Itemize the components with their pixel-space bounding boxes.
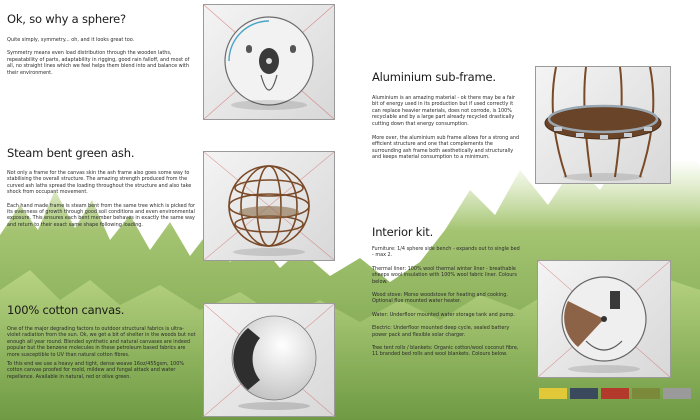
interior-item: Furniture: 1/4 sphere side bench - expands out to single bed - max 2.	[372, 246, 520, 259]
section-aluminium	[372, 70, 522, 161]
sphere-heading: Ok, so why a sphere?	[7, 12, 126, 26]
canvas-para-1: One of the major degrading factors to outdoor structural fabrics is ultra-violet radiation from the sun. Ok, we get a bit of shelter in the woods but not enough all year round. Blended synthetic and natural canvases are indeed popular but the benzene molecules in these petroleum based fabrics are more susceptible to UV than natural cotton fibres.	[7, 326, 196, 358]
section-sphere	[7, 12, 197, 76]
aluminium-para-2: More over, the aluminium sub frame allows for a strong and efficient structure and one that complements the surrounding ash frame both aesthetically and structurally and keeps material consumption to a minimum.	[372, 135, 520, 161]
photo-canvas-sphere	[203, 303, 335, 417]
interior-item: Thermal liner: 100% wool thermal winter liner - breathable sheeps wool insulation with 100% wool fabric liner. Colours below.	[372, 265, 517, 285]
swatch-navy	[570, 388, 598, 399]
canvas-sphere-illustration	[204, 304, 334, 416]
ash-para-1: Not only a frame for the canvas skin the ash frame also goes some way to stabilising the overall structure. The amazing strength produced from the curved ash laths spread the loading throughout the structure and also take shock from occupant movement.	[7, 170, 192, 196]
canvas-para-2: To this end we use a heavy and tight, dense weave 16oz/455gsm, 100% cotton canvas proofed for mold, mildew and fungal attack and water repellence. Available in natural, red or olive green.	[7, 361, 185, 380]
aluminium-heading: Aluminium sub-frame.	[372, 70, 496, 84]
photo-sphere-interior	[203, 4, 335, 120]
swatch-yellow	[539, 388, 567, 399]
interior-item: Electric: Underfloor mounted deep cycle, sealed battery power pack and flexible solar charger.	[372, 325, 510, 338]
interior-item: Wood stove: Morso woodstove for heating and cooking. Optional flue mounted water heater.	[372, 292, 508, 305]
section-canvas	[7, 303, 197, 380]
photo-ash-frame	[203, 151, 335, 261]
ash-frame-illustration	[204, 152, 334, 260]
sphere-para-2: Symmetry means even load distribution through the wooden laths, repeatability of parts, adaptability in rigging, good rain falloff, and most of all, no straight lines which we feel helps them blend into and balance with their environment.	[7, 50, 190, 76]
interior-heading: Interior kit.	[372, 225, 434, 239]
sphere-interior-illustration	[204, 5, 334, 119]
aluminium-para-1: Aluminium is an amazing material - ok there may be a fair bit of energy used in its production but if used correctly it can replace heavier materials, does not corrode, is 100% recyclable and by a large part already recycled drastically cutting down that energy consumption.	[372, 95, 516, 127]
section-interior	[372, 225, 522, 358]
ash-para-2: Each hand made frame is steam bent from the same tree which is picked for its evenness of growth through good soil conditions and even environmental exposure. This ensures each bent member behaves in exactly the same way and return to their exact same shape following loading.	[7, 202, 195, 228]
swatch-red	[601, 388, 629, 399]
photo-interior-kit	[537, 260, 671, 378]
swatch-grey	[663, 388, 691, 399]
sphere-para-1: Quite simply, symmetry... oh, and it looks great too.	[7, 37, 135, 43]
swatch-olive	[632, 388, 660, 399]
canvas-heading: 100% cotton canvas.	[7, 303, 125, 317]
section-ash	[7, 146, 197, 228]
interior-kit-illustration	[538, 261, 670, 377]
colour-swatches	[539, 388, 691, 399]
aluminium-frame-illustration	[536, 67, 670, 183]
ash-heading: Steam bent green ash.	[7, 146, 135, 160]
interior-item: Tree tent rolls / blankets: Organic cotton/wool coconut fibre, 11 branded bed rolls and wool blankets. Colours below.	[372, 345, 519, 358]
interior-item: Water: Underfloor mounted water storage tank and pump.	[372, 311, 515, 318]
photo-aluminium-frame	[535, 66, 671, 184]
